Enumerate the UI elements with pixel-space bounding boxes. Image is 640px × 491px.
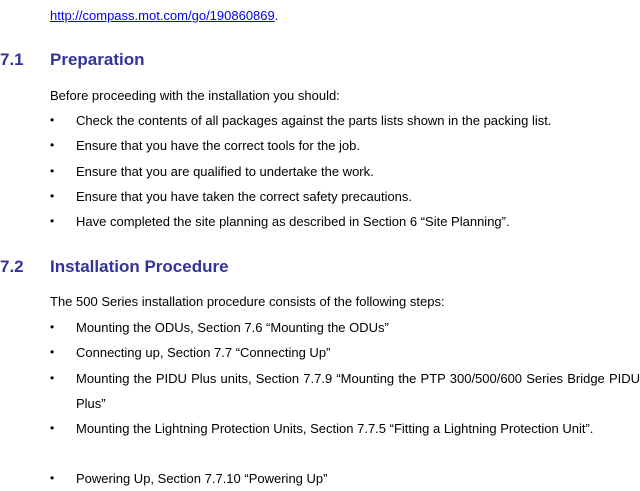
list-item-text: Ensure that you are qualified to undertake the work. <box>76 164 374 179</box>
section-number: 7.1 <box>0 50 24 69</box>
installation-intro: The 500 Series installation procedure consists of the following steps: <box>50 294 445 309</box>
list-item-text: Check the contents of all packages against the parts lists shown in the packing list. <box>76 113 552 128</box>
list-item-text: Powering Up, Section 7.7.10 “Powering Up” <box>76 471 328 486</box>
list-item-text: Connecting up, Section 7.7 “Connecting Up” <box>76 345 331 360</box>
list-item-text: Mounting the PIDU Plus units, Section 7.7.9 “Mounting the PTP 300/500/600 Series Bridge PIDU Plus” <box>76 371 640 411</box>
section-title: Preparation <box>50 50 145 69</box>
list-item-text: Ensure that you have taken the correct safety precautions. <box>76 189 413 204</box>
list-item-text: Ensure that you have the correct tools for the job. <box>76 138 360 153</box>
section-title: Installation Procedure <box>50 257 229 276</box>
bullet-icon: • <box>50 371 55 385</box>
bullet-icon: • <box>50 320 55 334</box>
section-number: 7.2 <box>0 257 24 276</box>
link-trailing-period: . <box>274 8 279 23</box>
list-item-text: Have completed the site planning as described in Section 6 “Site Planning”. <box>76 214 510 229</box>
reference-link-line <box>50 8 278 24</box>
compass-link[interactable]: http://compass.mot.com/go/190860869 <box>50 8 275 23</box>
list-item-text: Mounting the ODUs, Section 7.6 “Mounting the ODUs” <box>76 320 389 335</box>
bullet-icon: • <box>50 189 55 203</box>
list-item-text: Mounting the Lightning Protection Units, Section 7.7.5 “Fitting a Lightning Protection Unit”. <box>76 421 594 436</box>
bullet-icon: • <box>50 214 55 228</box>
preparation-intro: Before proceeding with the installation you should: <box>50 88 340 103</box>
bullet-icon: • <box>50 345 55 359</box>
bullet-icon: • <box>50 113 55 127</box>
bullet-icon: • <box>50 164 55 178</box>
bullet-icon: • <box>50 138 55 152</box>
bullet-icon: • <box>50 421 55 435</box>
bullet-icon: • <box>50 471 55 485</box>
